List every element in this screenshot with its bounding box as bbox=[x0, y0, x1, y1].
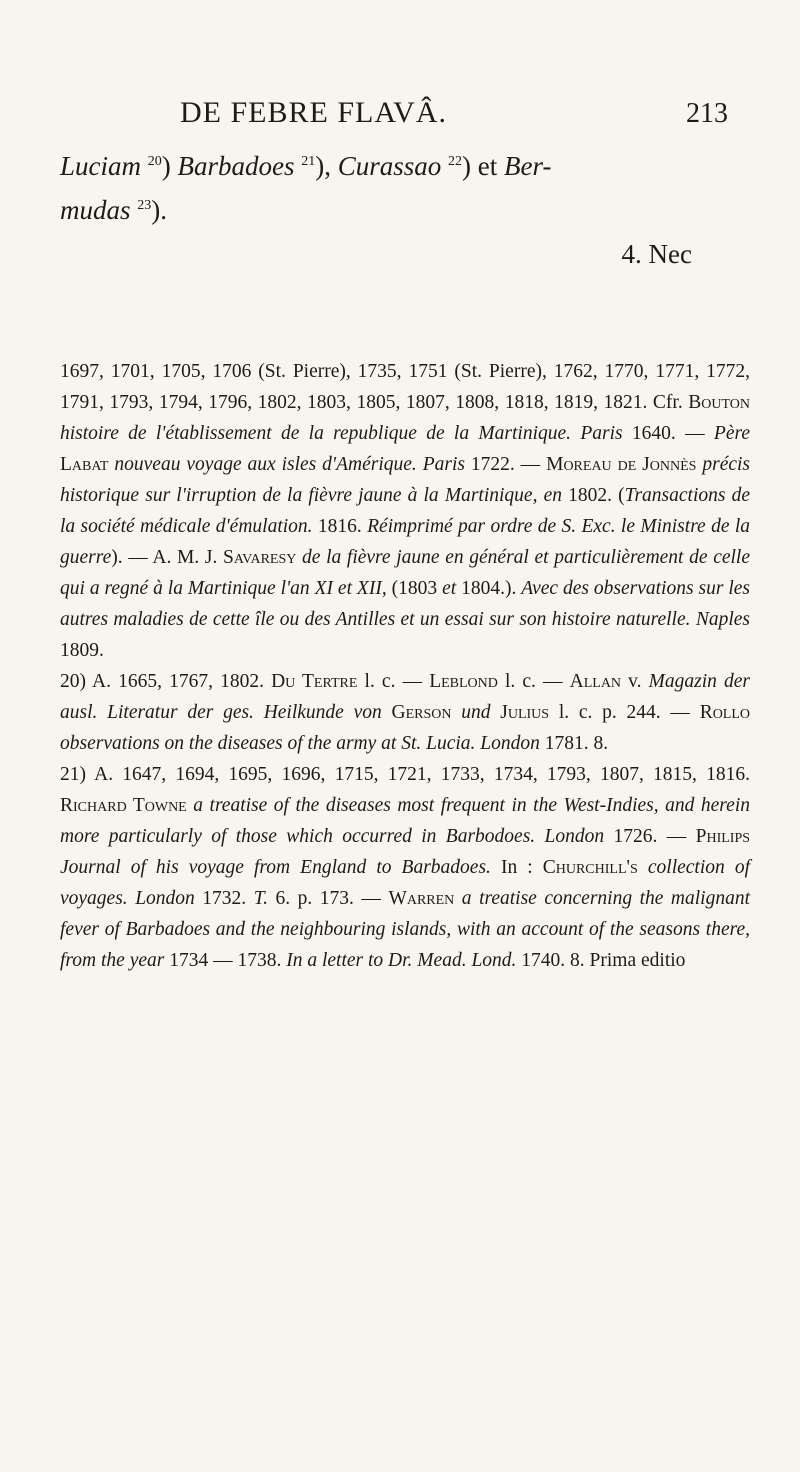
author-name: Rollo bbox=[699, 702, 751, 723]
author-name: Savaresy bbox=[223, 547, 297, 568]
page-header bbox=[0, 96, 800, 136]
author-name: Philips bbox=[695, 826, 751, 847]
author-name: Bouton bbox=[688, 392, 750, 413]
author-name: Julius bbox=[500, 702, 550, 723]
author-name: Allan bbox=[569, 671, 622, 692]
main-text bbox=[60, 144, 750, 276]
section-marker: 4. Nec bbox=[621, 239, 692, 269]
main-line-1: Luciam $^{20}$) Barbadoes $^{21}$), Curassao $^{22}$) et Ber- bbox=[60, 151, 552, 181]
footnote-20: 20) A. 1665, 1767, 1802. Du Tertre l. c. — Leblond l. c. — Allan v. Magazin der ausl. Literatur der ges. Heilkunde von Gerson und Julius l. c. p. 244. — Rollo observations on the diseases of the army at St. Lucia. London 1781. 8. bbox=[60, 666, 750, 759]
author-name: Richard Towne bbox=[60, 795, 187, 816]
author-name: Moreau de Jonnès bbox=[546, 454, 697, 475]
footnotes bbox=[60, 356, 750, 976]
author-name: Du Tertre bbox=[271, 671, 358, 692]
running-title: DE FEBRE FLAVÂ. bbox=[180, 96, 447, 129]
footnote-number: 20) bbox=[60, 671, 86, 692]
author-name: Warren bbox=[388, 888, 455, 909]
author-name: Churchill's bbox=[542, 857, 638, 878]
footnote-21: 21) A. 1647, 1694, 1695, 1696, 1715, 1721, 1733, 1734, 1793, 1807, 1815, 1816. Richard Towne a treatise of the diseases most frequent in the West-Indies, and herein more particularly of those which occurred in Barbodoes. London 1726. — Philips Journal of his voyage from England to Barbadoes. In : Churchill's collection of voyages. London 1732. T. 6. p. 173. — Warren a treatise concerning the malignant fever of Barbadoes and the neighbouring islands, with an account of the seasons there, from the year 1734 — 1738. In a letter to Dr. Mead. Lond. 1740. 8. Prima editio bbox=[60, 759, 750, 976]
page-number: 213 bbox=[686, 98, 728, 129]
footnote-19: 1697, 1701, 1705, 1706 (St. Pierre), 1735, 1751 (St. Pierre), 1762, 1770, 1771, 1772, 1791, 1793, 1794, 1796, 1802, 1803, 1805, 1807, 1808, 1818, 1819, 1821. Cfr. Bouton histoire de l'établissement de la republique de la Martinique. Paris 1640. — Père Labat nouveau voyage aux isles d'Amérique. Paris 1722. — Moreau de Jonnès précis historique sur l'irruption de la fièvre jaune à la Martinique, en 1802. (Transactions de la société médicale d'émulation. 1816. Réimprimé par ordre de S. Exc. le Ministre de la guerre). — A. M. J. Savaresy de la fièvre jaune en général et particulièrement de celle qui a regné à la Martinique l'an XI et XII, (1803 et 1804.). Avec des observations sur les autres maladies de cette île ou des Antilles et un essai sur son histoire naturelle. Naples 1809. bbox=[60, 361, 751, 661]
footnote-number: 21) bbox=[60, 764, 86, 785]
author-name: Labat bbox=[60, 454, 109, 475]
main-line-2: mudas $^{23}$). bbox=[60, 195, 168, 225]
author-name: Leblond bbox=[429, 671, 498, 692]
author-name: Gerson bbox=[391, 702, 452, 723]
